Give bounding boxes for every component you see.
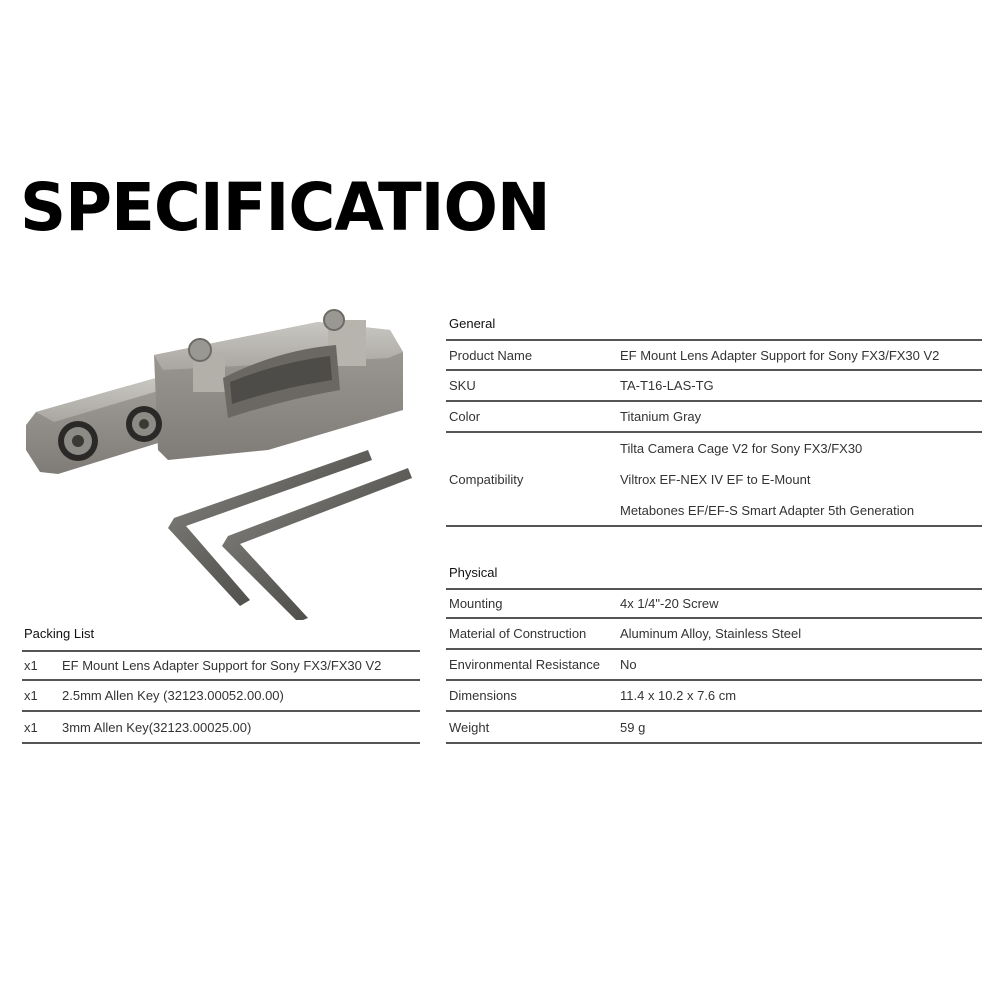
spec-row-product-name <box>446 339 982 371</box>
compatibility-item: Metabones EF/EF-S Smart Adapter 5th Generation <box>620 502 915 518</box>
spec-row-weight <box>446 712 982 744</box>
packing-list-row <box>22 650 420 681</box>
physical-heading: Physical <box>449 565 498 580</box>
packing-item-name: 3mm Allen Key(32123.00025.00) <box>62 719 252 735</box>
spec-value: No <box>620 657 637 672</box>
packing-qty: x1 <box>24 688 38 703</box>
packing-item-name: 2.5mm Allen Key (32123.00052.00.00) <box>62 688 284 703</box>
packing-list-heading: Packing List <box>24 626 95 641</box>
spec-row-dimensions <box>446 681 982 712</box>
spec-row-material <box>446 619 982 650</box>
packing-list-table <box>22 650 420 744</box>
spec-value: Titanium Gray <box>620 409 702 424</box>
spec-label: Environmental Resistance <box>449 657 601 672</box>
spec-value: 59 g <box>620 719 646 735</box>
packing-qty: x1 <box>24 719 38 735</box>
spec-label: Material of Construction <box>449 626 587 641</box>
packing-item-name: EF Mount Lens Adapter Support for Sony FX3/FX30 V2 <box>62 658 382 673</box>
compatibility-item: Viltrox EF-NEX IV EF to E-Mount <box>620 471 811 487</box>
spec-value-list <box>620 433 982 526</box>
spec-row-sku <box>446 371 982 402</box>
spec-label: Product Name <box>449 347 533 363</box>
spec-value: TA-T16-LAS-TG <box>620 378 714 393</box>
spec-value: 4x 1/4"-20 Screw <box>620 596 719 611</box>
physical-spec-table <box>446 588 982 744</box>
spec-row-environmental <box>446 650 982 681</box>
packing-list-row <box>22 681 420 712</box>
general-spec-table <box>446 339 982 527</box>
spec-label: Dimensions <box>449 688 517 703</box>
spec-label: Compatibility <box>449 471 524 487</box>
spec-label: Color <box>449 409 481 424</box>
spec-label: SKU <box>449 378 476 393</box>
packing-qty: x1 <box>24 658 38 673</box>
spec-row-color <box>446 402 982 433</box>
spec-row-mounting <box>446 588 982 619</box>
spec-value: Aluminum Alloy, Stainless Steel <box>620 626 802 641</box>
spec-label: Weight <box>449 719 490 735</box>
compatibility-item: Tilta Camera Cage V2 for Sony FX3/FX30 <box>620 440 863 456</box>
spec-row-compatibility <box>446 433 982 527</box>
spec-label: Mounting <box>449 596 503 611</box>
page-title: SPECIFICATION <box>20 169 550 246</box>
spec-value: EF Mount Lens Adapter Support for Sony FX3/FX30 V2 <box>620 347 940 363</box>
packing-list-row <box>22 712 420 744</box>
product-image <box>18 300 428 620</box>
spec-value: 11.4 x 10.2 x 7.6 cm <box>620 688 737 703</box>
general-heading: General <box>449 316 496 331</box>
